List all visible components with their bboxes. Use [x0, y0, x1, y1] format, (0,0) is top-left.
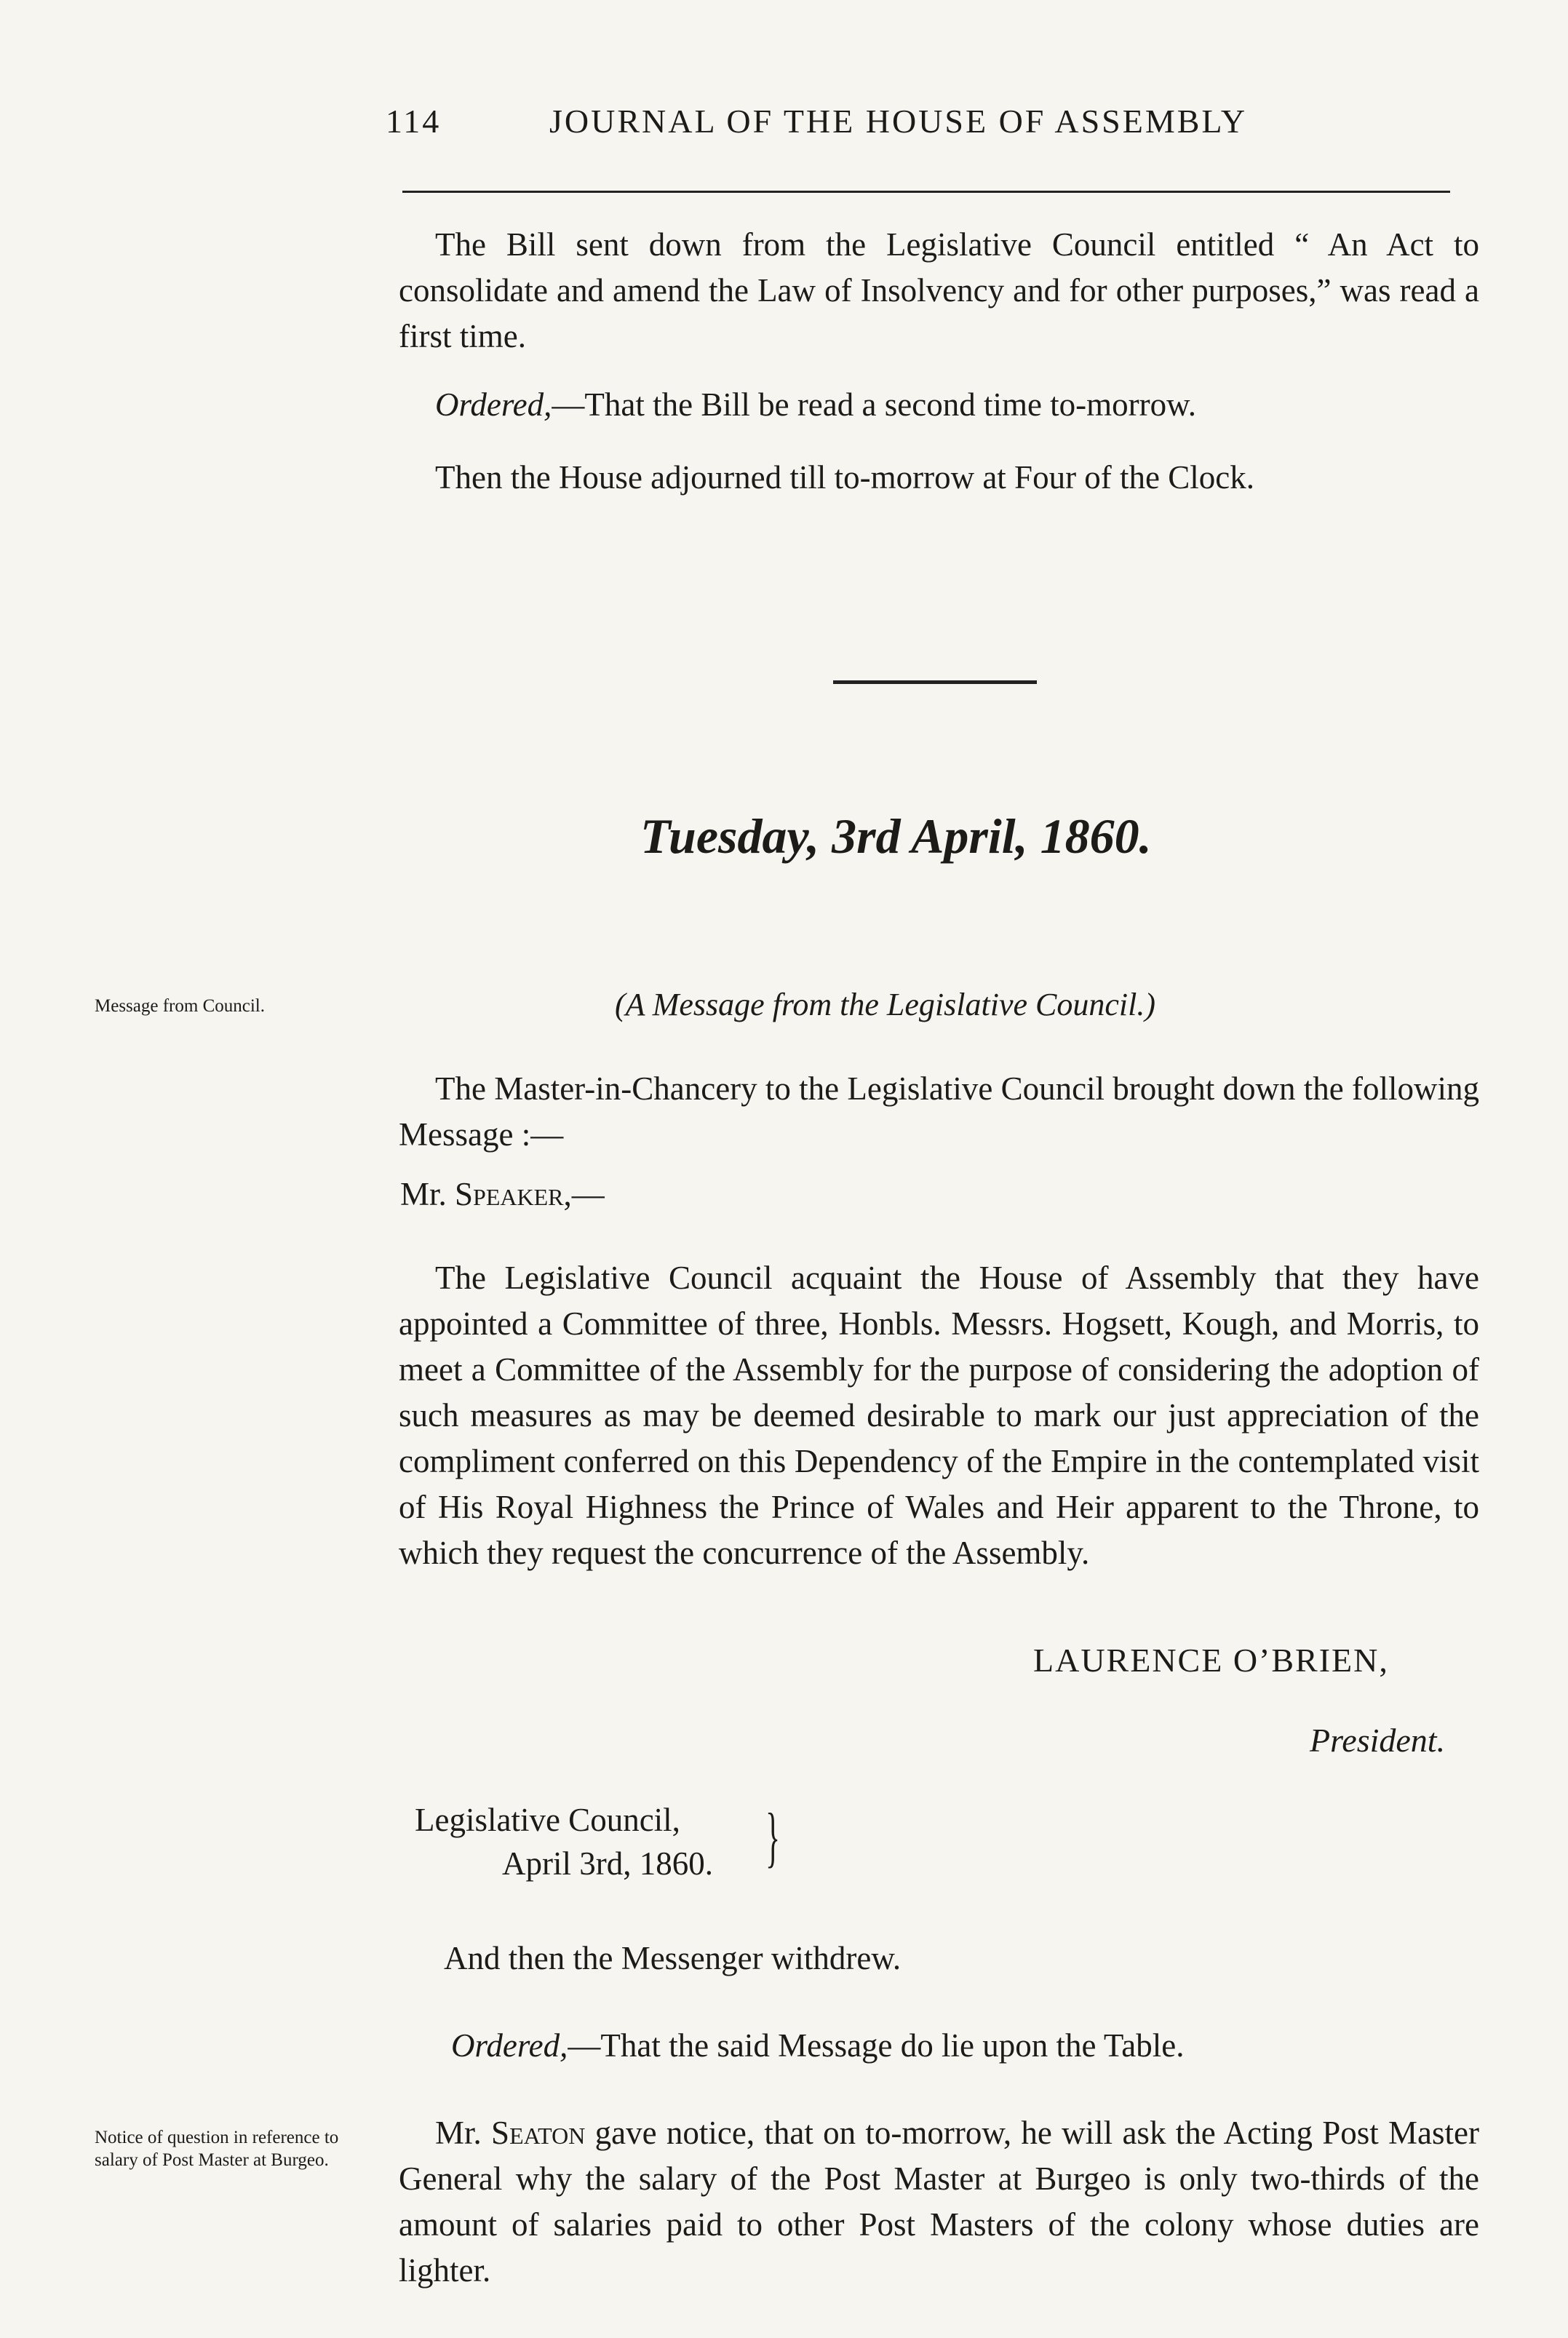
ordered-second-paragraph	[451, 2023, 1470, 2069]
ordered-text-2: —That the said Message do lie upon the Table.	[568, 2027, 1185, 2064]
ordered-label: Ordered,	[435, 386, 552, 423]
salutation-name: Speaker,—	[455, 1176, 605, 1212]
notice-paragraph	[399, 2110, 1479, 2294]
adjourned-paragraph: Then the House adjourned till to-morrow at Four of the Clock.	[435, 459, 1255, 496]
message-intro: The Master-in-Chancery to the Legislative Council brought down the following Message :—	[399, 1070, 1480, 1153]
salutation-prefix: Mr.	[400, 1176, 447, 1212]
bill-paragraph: The Bill sent down from the Legislative Council entitled “ An Act to consolidate and amend the Law of Insolvency and for other purposes,” was read a first time.	[399, 226, 1479, 354]
notice-prefix: Mr.	[435, 2115, 482, 2151]
place-line: Legislative Council,	[415, 1802, 680, 1838]
place-date: April 3rd, 1860.	[502, 1845, 713, 1882]
section-divider	[833, 680, 1037, 684]
signatory-name: LAURENCE O’BRIEN,	[1033, 1642, 1389, 1679]
notice-name: Seaton	[491, 2115, 586, 2151]
notice-text: gave notice, that on to-morrow, he will ask the Acting Post Master General why the salary of the Post Master at Burgeo is only two-thirds of the amount of salaries paid to other Post Masters of the colony whose duties are lighter.	[399, 2115, 1480, 2289]
ordered-label-2: Ordered,	[451, 2027, 568, 2064]
message-body: The Legislative Council acquaint the House of Assembly that they have appointed a Committee of three, Honbls. Messrs. Hogsett, Kough, and Morris, to meet a Committee of the Assembly for the purpose of considering the adoption of such measures as may be deemed desirable to mark our just appreciation of the compliment conferred on this Dependency of the Empire in the contemplated visit of His Royal Highness the Prince of Wales and Heir apparent to the Throne, to which they request the concurrence of the Assembly.	[399, 1260, 1479, 1571]
brace-mark: }	[765, 1800, 781, 1874]
ordered-text: —That the Bill be read a second time to-morrow.	[552, 386, 1196, 423]
margin-note-message: Message from Council.	[95, 996, 265, 1016]
journal-title: JOURNAL OF THE HOUSE OF ASSEMBLY	[549, 103, 1248, 140]
message-subheading: (A Message from the Legislative Council.)	[615, 987, 1155, 1022]
page-number: 114	[386, 103, 442, 140]
messenger-withdrew: And then the Messenger withdrew.	[444, 1940, 902, 1976]
salutation	[400, 1172, 1481, 1217]
ordered-first-paragraph	[399, 382, 1479, 428]
signatory-title: President.	[1310, 1722, 1446, 1759]
date-heading: Tuesday, 3rd April, 1860.	[640, 808, 1152, 864]
header-rule	[402, 191, 1450, 193]
margin-note-notice: Notice of question in reference to salary of Post Master at Burgeo.	[95, 2128, 339, 2170]
